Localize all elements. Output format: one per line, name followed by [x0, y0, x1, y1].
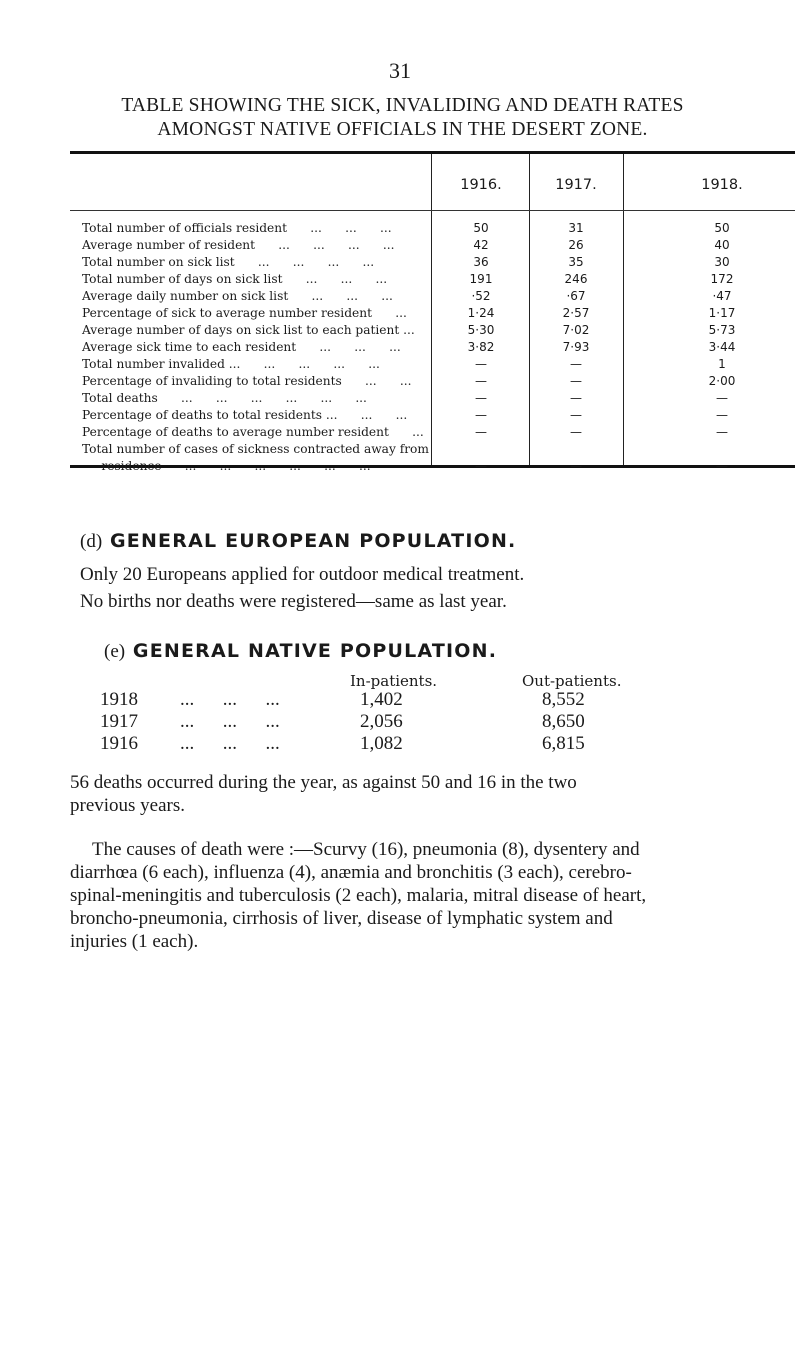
section-d-line-2: No births nor deaths were registered—same as last year.	[80, 591, 507, 612]
rates-table	[70, 151, 795, 473]
row-value: —	[475, 374, 487, 388]
table-row	[70, 356, 795, 372]
out-patients-value: 8,650	[542, 711, 585, 732]
table-row	[70, 288, 795, 304]
row-value: 26	[568, 238, 584, 252]
row-label: Percentage of deaths to total residents ... ... ...	[82, 408, 408, 422]
row-label: Average number of resident ... ... ... ...	[82, 238, 395, 252]
row-label: Average daily number on sick list ... ... ...	[82, 289, 393, 303]
table-row	[70, 424, 795, 440]
section-d-title: GENERAL EUROPEAN POPULATION.	[109, 530, 517, 552]
row-label: Average number of days on sick list to each patient ...	[82, 323, 415, 337]
row-value: 50	[714, 221, 730, 235]
table-row	[70, 237, 795, 253]
row-value: —	[475, 357, 487, 371]
in-patients-header: In-patients.	[350, 672, 438, 690]
causes-line: broncho-pneumonia, cirrhosis of liver, disease of lymphatic system and	[70, 908, 613, 929]
in-patients-value: 1,082	[360, 733, 403, 754]
section-d-tag: (d)	[80, 531, 103, 552]
section-d-line-1: Only 20 Europeans applied for outdoor medical treatment.	[80, 564, 525, 585]
patients-row	[100, 689, 660, 711]
section-e-heading	[104, 640, 497, 663]
row-value: 1	[718, 357, 726, 371]
row-value: 1·17	[708, 306, 736, 320]
table-row	[70, 441, 795, 457]
row-value: ·47	[712, 289, 732, 303]
table-row	[70, 254, 795, 270]
row-value: 5·30	[467, 323, 495, 337]
in-patients-value: 2,056	[360, 711, 403, 732]
column-header-1918: 1918.	[701, 177, 743, 193]
row-value: 40	[714, 238, 730, 252]
section-d-heading	[80, 530, 516, 553]
row-value: 172	[710, 272, 734, 286]
row-label: Percentage of sick to average number resident ...	[82, 306, 407, 320]
row-label: Total number of officials resident ... ... ...	[82, 221, 392, 235]
deaths-line-2: previous years.	[70, 795, 186, 816]
causes-line: diarrhœa (6 each), influenza (4), anæmia and bronchitis (3 each), cerebro-	[70, 862, 632, 883]
row-value: 2·57	[562, 306, 590, 320]
table-row	[70, 373, 795, 389]
row-value: 50	[473, 221, 489, 235]
patients-row	[100, 711, 660, 733]
row-label: Total number invalided ... ... ... ... ...	[82, 357, 380, 371]
row-label: residence ... ... ... ... ... ...	[82, 459, 371, 473]
row-value: 35	[568, 255, 584, 269]
row-value: 1·24	[467, 306, 495, 320]
year-label: 1918	[100, 689, 138, 710]
row-value: 191	[469, 272, 493, 286]
row-value: —	[716, 425, 728, 439]
row-value: 36	[473, 255, 489, 269]
row-label: Percentage of deaths to average number resident ...	[82, 425, 424, 439]
header-rule	[70, 210, 795, 211]
out-patients-header: Out-patients.	[522, 672, 622, 690]
leader-dots: ... ... ...	[180, 711, 280, 732]
table-title	[40, 94, 765, 142]
leader-dots: ... ... ...	[180, 733, 280, 754]
patients-row	[100, 733, 660, 755]
row-label: Total deaths ... ... ... ... ... ...	[82, 391, 367, 405]
row-value: —	[570, 374, 582, 388]
row-value: 42	[473, 238, 489, 252]
row-value: —	[716, 459, 728, 473]
causes-line: spinal-meningitis and tuberculosis (2 each), malaria, mitral disease of heart,	[70, 885, 647, 906]
row-value: —	[570, 408, 582, 422]
causes-line: The causes of death were :—Scurvy (16), pneumonia (8), dysentery and	[92, 839, 640, 860]
row-value: 3·44	[708, 340, 736, 354]
row-value: —	[570, 391, 582, 405]
row-value: ·52	[471, 289, 491, 303]
table-row	[70, 339, 795, 355]
row-value: 7·93	[562, 340, 590, 354]
table-row	[70, 322, 795, 338]
row-value: —	[475, 459, 487, 473]
row-label: Total number of days on sick list ... ... ...	[82, 272, 388, 286]
column-header-1916: 1916.	[460, 177, 502, 193]
year-label: 1917	[100, 711, 138, 732]
table-row	[70, 220, 795, 236]
section-e-tag: (e)	[104, 641, 126, 662]
row-value: —	[475, 425, 487, 439]
column-header-1917: 1917.	[555, 177, 597, 193]
row-value: 30	[714, 255, 730, 269]
row-value: —	[475, 391, 487, 405]
row-value: 2·00	[708, 374, 736, 388]
table-row	[70, 407, 795, 423]
row-label: Percentage of invaliding to total residents ... ...	[82, 374, 412, 388]
deaths-line-1: 56 deaths occurred during the year, as against 50 and 16 in the two	[70, 772, 577, 793]
causes-line: injuries (1 each).	[70, 931, 199, 952]
causes-paragraph	[70, 838, 730, 953]
section-e-title: GENERAL NATIVE POPULATION.	[132, 640, 498, 662]
row-value: 3·82	[467, 340, 495, 354]
row-label: Total number of cases of sickness contracted away from	[82, 442, 429, 456]
table-row	[70, 458, 795, 474]
row-value: —	[716, 391, 728, 405]
row-label: Average sick time to each resident ... ... ...	[82, 340, 401, 354]
table-row	[70, 390, 795, 406]
in-patients-value: 1,402	[360, 689, 403, 710]
year-label: 1916	[100, 733, 138, 754]
row-value: 7·02	[562, 323, 590, 337]
row-value: 31	[568, 221, 584, 235]
row-value: 5·73	[708, 323, 736, 337]
title-line-1: TABLE SHOWING THE SICK, INVALIDING AND DEATH RATES	[121, 95, 684, 116]
row-value: ·67	[566, 289, 586, 303]
row-value: —	[570, 357, 582, 371]
row-value: 246	[564, 272, 588, 286]
table-row	[70, 305, 795, 321]
row-value: —	[475, 408, 487, 422]
row-value: —	[570, 459, 582, 473]
leader-dots: ... ... ...	[180, 689, 280, 710]
page-number: 31	[389, 58, 411, 83]
title-line-2: AMONGST NATIVE OFFICIALS IN THE DESERT ZONE.	[157, 119, 648, 140]
out-patients-value: 6,815	[542, 733, 585, 754]
row-label: Total number on sick list ... ... ... ...	[82, 255, 375, 269]
row-value: —	[570, 425, 582, 439]
row-value: —	[716, 408, 728, 422]
out-patients-value: 8,552	[542, 689, 585, 710]
table-row	[70, 271, 795, 287]
